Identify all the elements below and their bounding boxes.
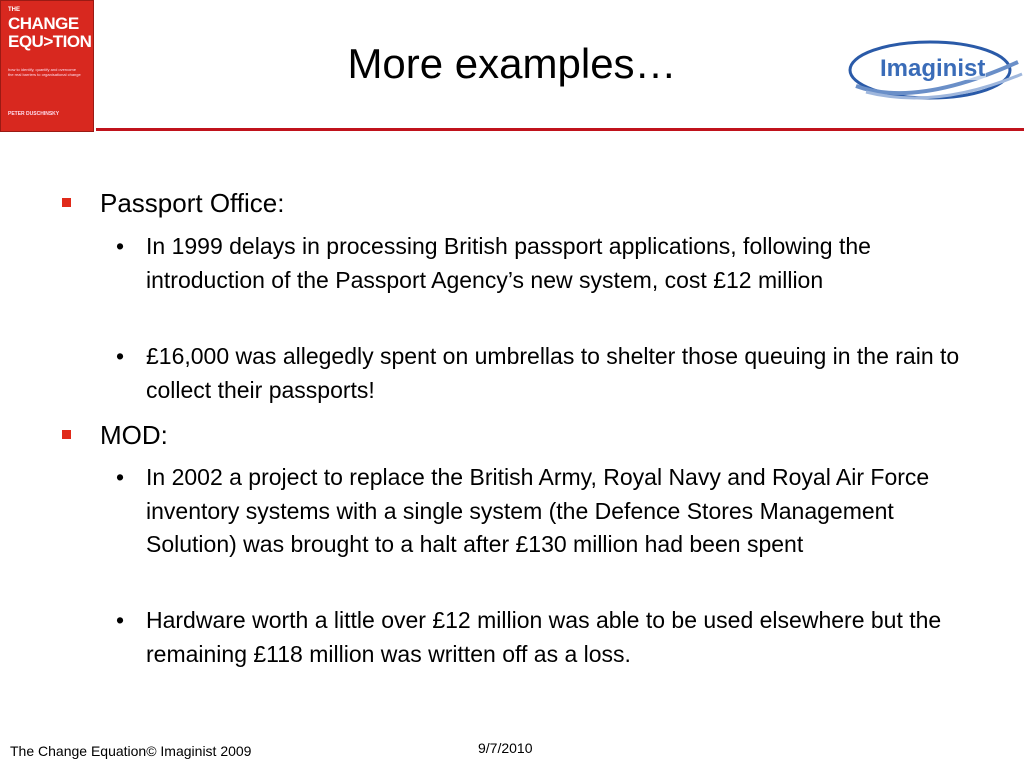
list-item [116,230,976,297]
section-label: MOD: [100,420,168,450]
book-cover-author: PETER DUSCHINSKY [8,111,60,117]
slide-title: More examples… [347,40,677,87]
book-cover-title-line2: EQU>TION [8,32,92,51]
bullet-icon: • [116,343,125,369]
bullet-icon: • [116,607,125,633]
list-item-text: £16,000 was allegedly spent on umbrellas to shelter those queuing in the rain to collect their passports! [146,343,960,403]
footer-date: 9/7/2010 [478,740,533,756]
book-cover-title-line1: CHANGE [8,14,79,33]
section-label: Passport Office: [100,188,285,218]
list-item-text: In 1999 delays in processing British passport applications, following the introduction of the Passport Agency’s new system, cost £12 million [146,233,871,293]
header-divider [96,128,1024,131]
section-mod [100,418,168,452]
list-item [116,461,976,562]
section-passport-office [100,186,285,220]
list-item [116,604,976,671]
square-bullet-icon [62,198,71,207]
book-cover-tagline: how to identify, quantify and overcome the real barriers to organisational change [8,67,81,77]
bullet-icon: • [116,464,125,490]
imaginist-logo [846,34,1024,108]
book-cover-the: THE [8,7,20,13]
list-item-text: Hardware worth a little over £12 million was able to be used elsewhere but the remaining £118 million was written off as a loss. [146,607,942,667]
square-bullet-icon [62,430,71,439]
bullet-icon: • [116,233,125,259]
list-item [116,340,976,407]
logo-text: Imaginist [880,55,986,82]
footer-copyright: The Change Equation© Imaginist 2009 [10,743,252,759]
list-item-text: In 2002 a project to replace the British Army, Royal Navy and Royal Air Force inventory systems with a single system (the Defence Stores Management Solution) was brought to a halt after £130 million had been spent [146,464,930,557]
